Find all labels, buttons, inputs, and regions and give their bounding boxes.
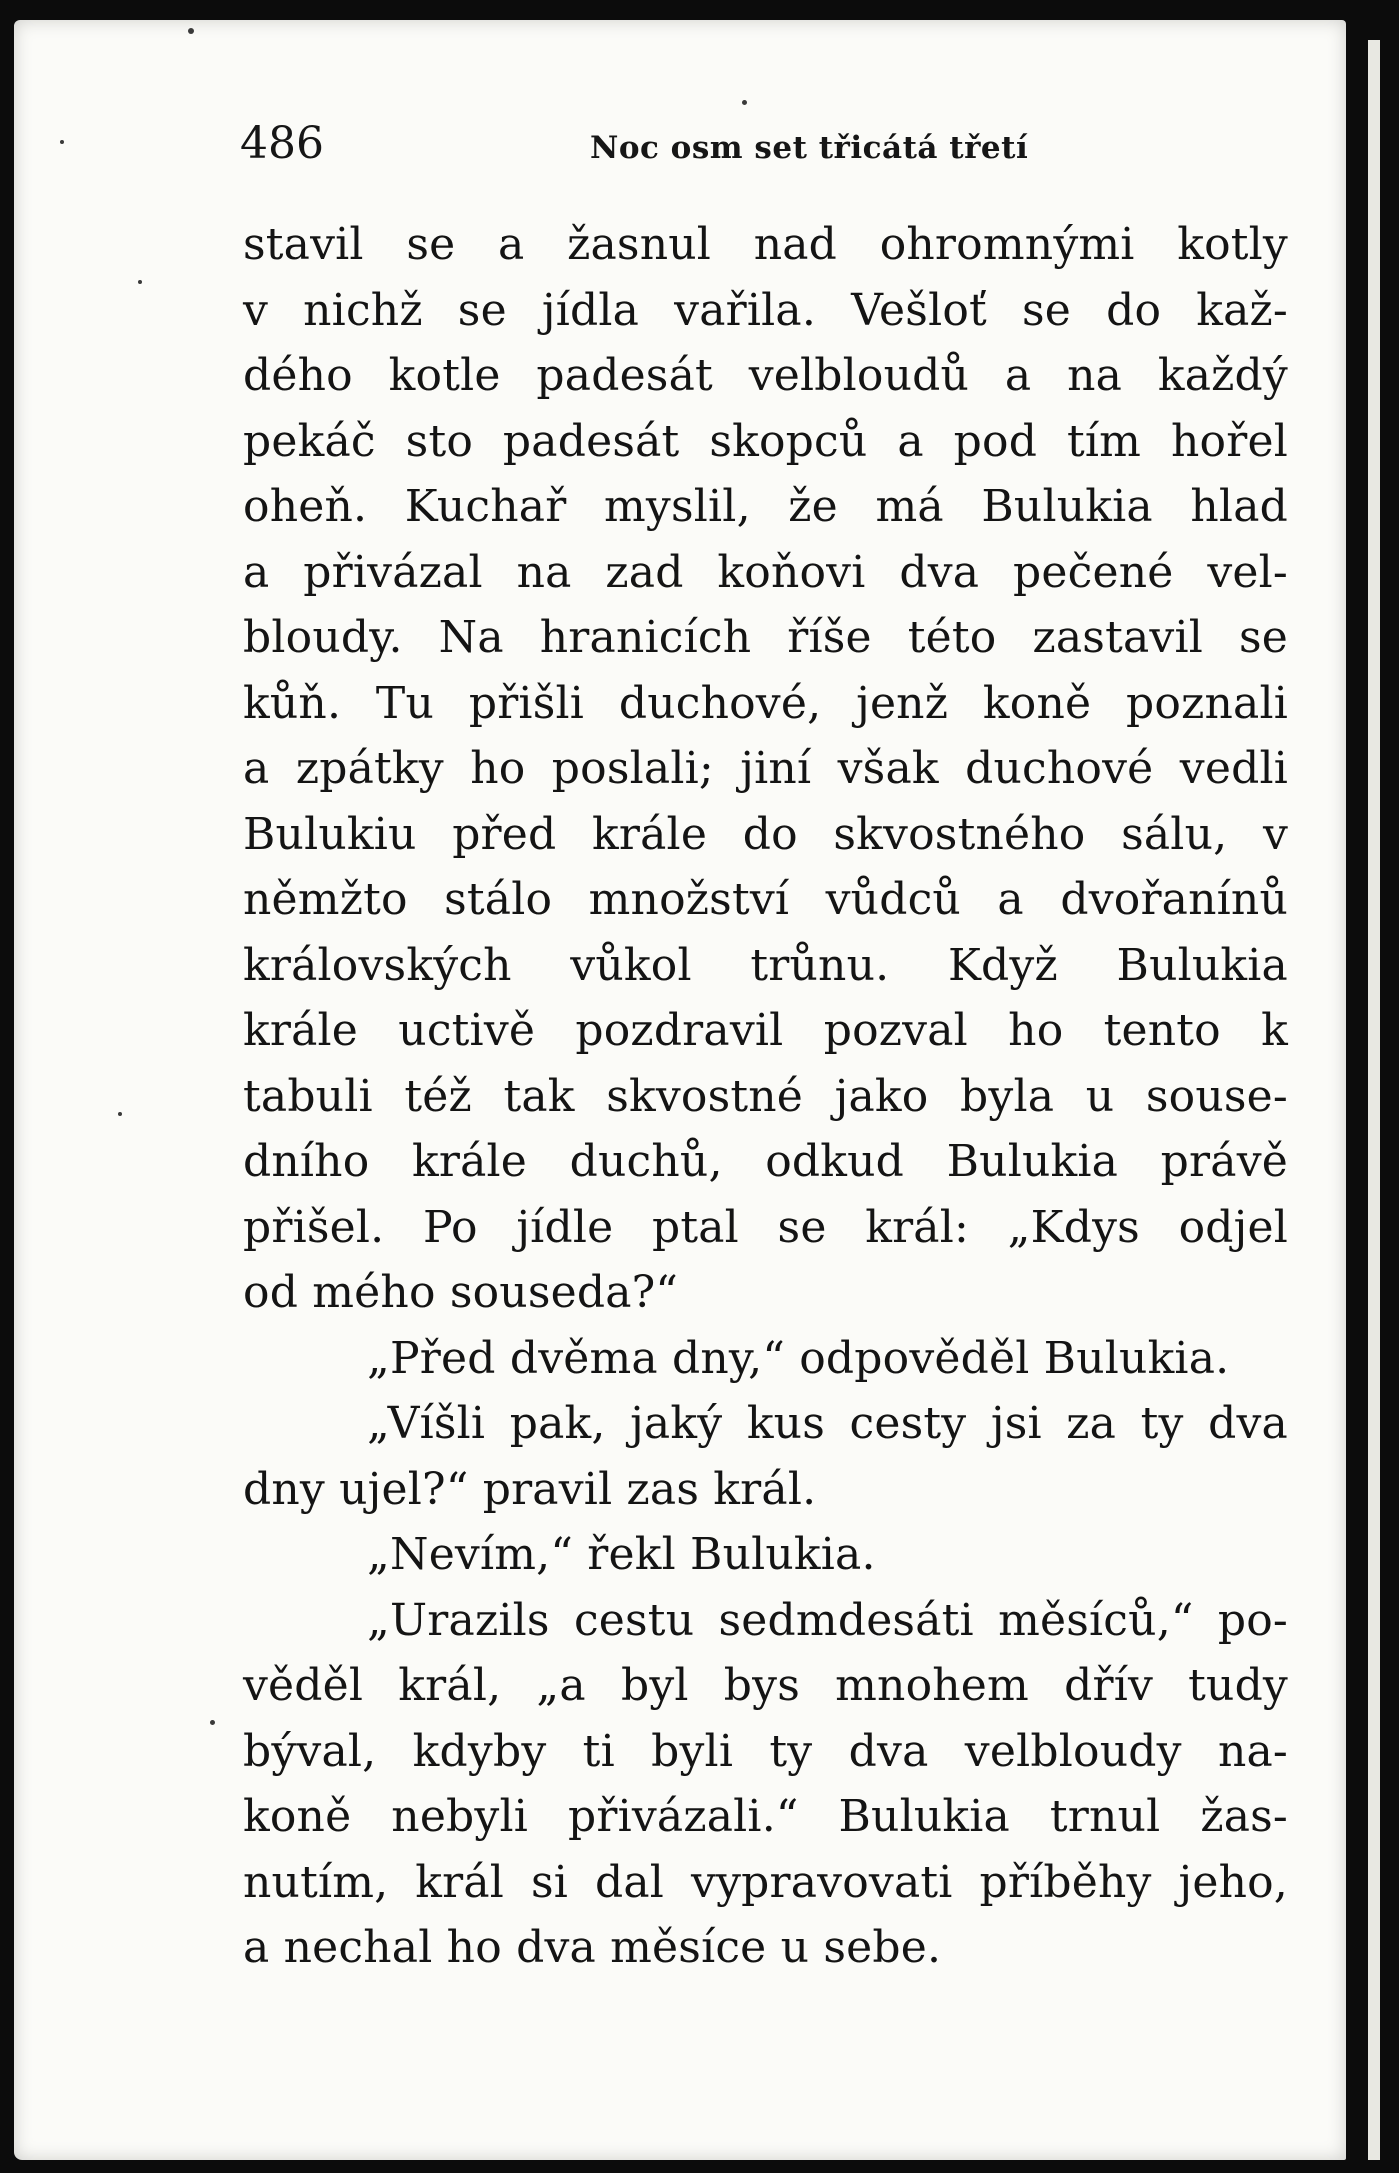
text-line: dny ujel?“ pravil zas král. xyxy=(243,1463,817,1515)
text-line: přišel. Po jídle ptal se král: „Kdys odjel xyxy=(243,1201,1288,1253)
text-line: „Urazils cestu sedmdesáti měsíců,“ po- xyxy=(367,1594,1288,1646)
text-line: kůň. Tu přišli duchové, jenž koně poznali xyxy=(243,677,1288,729)
text-line: a přivázal na zad koňovi dva pečené vel- xyxy=(243,546,1288,598)
text-line: v nichž se jídla vařila. Vešloť se do kaž- xyxy=(243,284,1288,336)
text-line: krále uctivě pozdravil pozval ho tento k xyxy=(243,1005,1288,1056)
scan-speck xyxy=(138,280,142,284)
text-line: Bulukiu před krále do skvostného sálu, v xyxy=(243,808,1288,860)
body-text xyxy=(243,212,1288,1981)
text-line: dého kotle padesát velbloudů a na každý xyxy=(243,350,1288,401)
text-line: „Nevím,“ řekl Bulukia. xyxy=(367,1529,876,1580)
text-line: od mého souseda?“ xyxy=(243,1267,679,1318)
text-line: královských vůkol trůnu. Když Bulukia xyxy=(243,939,1288,991)
scan-speck xyxy=(210,1720,215,1725)
text-line: „Před dvěma dny,“ odpověděl Bulukia. xyxy=(367,1332,1230,1384)
text-line: a zpátky ho poslali; jiní však duchové vedli xyxy=(243,743,1288,794)
text-line: „Víšli pak, jaký kus cesty jsi za ty dva xyxy=(367,1398,1288,1449)
text-line: bloudy. Na hranicích říše této zastavil se xyxy=(243,612,1288,663)
text-line: stavil se a žasnul nad ohromnými kotly xyxy=(243,219,1288,270)
text-line: tabuli též tak skvostné jako byla u souse- xyxy=(243,1070,1288,1122)
text-line: koně nebyli přivázali.“ Bulukia trnul žas- xyxy=(243,1791,1288,1842)
text-line: nutím, král si dal vypravovati příběhy jeho, xyxy=(243,1856,1288,1908)
text-line: dního krále duchů, odkud Bulukia právě xyxy=(243,1136,1288,1187)
page-header xyxy=(240,118,1080,178)
page-edge xyxy=(1368,40,1380,2160)
text-line: pekáč sto padesát skopců a pod tím hořel xyxy=(243,415,1288,467)
scan-speck xyxy=(60,140,64,144)
text-line: a nechal ho dva měsíce u sebe. xyxy=(243,1922,942,1973)
running-title: Noc osm set třicátá třetí xyxy=(590,130,1029,166)
scan-speck xyxy=(188,28,194,34)
text-line: věděl král, „a byl bys mnohem dřív tudy xyxy=(243,1660,1288,1711)
scan-speck xyxy=(118,1112,122,1116)
scan-speck xyxy=(742,100,747,105)
text-line: oheň. Kuchař myslil, že má Bulukia hlad xyxy=(243,481,1288,532)
text-line: němžto stálo množství vůdců a dvořanínů xyxy=(243,874,1288,925)
page-number: 486 xyxy=(240,118,324,169)
text-line: býval, kdyby ti byli ty dva velbloudy na- xyxy=(243,1725,1288,1777)
